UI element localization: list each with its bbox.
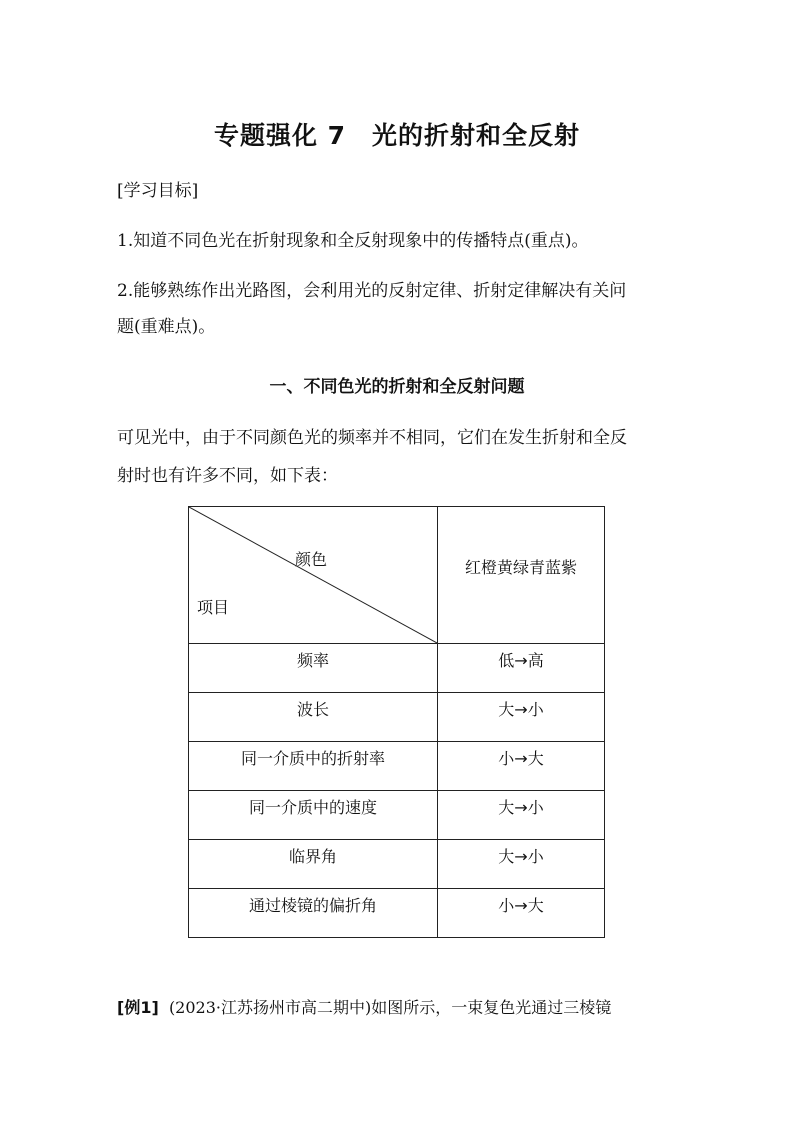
objective-1: 1.知道不同色光在折射现象和全反射现象中的传播特点(重点)。 [117, 231, 589, 251]
row-value: 大→小 [438, 791, 605, 840]
row-value: 低→高 [438, 644, 605, 693]
example-1 [117, 995, 611, 1018]
table-header-right-cell [438, 507, 605, 644]
row-label: 频率 [189, 644, 438, 693]
row-label: 通过棱镜的偏折角 [189, 889, 438, 938]
table-row [189, 742, 605, 791]
diagonal-line [189, 507, 437, 643]
row-label: 同一介质中的折射率 [189, 742, 438, 791]
page-title: 专题强化 7 光的折射和全反射 [213, 121, 581, 150]
row-label: 同一介质中的速度 [189, 791, 438, 840]
table-row [189, 693, 605, 742]
header-color-label: 颜色 [295, 550, 328, 569]
intro-line-1: 可见光中，由于不同颜色光的频率并不相同，它们在发生折射和全反 [117, 428, 627, 448]
objective-2-cont: 题(重难点)。 [117, 317, 216, 337]
section-heading: 一、不同色光的折射和全反射问题 [269, 377, 525, 397]
row-value: 小→大 [438, 742, 605, 791]
color-properties-table [188, 506, 605, 938]
objective-2: 2.能够熟练作出光路图，会利用光的反射定律、折射定律解决有关问 [117, 281, 627, 301]
header-item-label: 项目 [197, 598, 230, 617]
table-row [189, 791, 605, 840]
intro-line-2: 射时也有许多不同，如下表： [117, 466, 338, 486]
table-row [189, 840, 605, 889]
objectives-label: [学习目标] [117, 181, 199, 201]
row-value: 大→小 [438, 693, 605, 742]
table-row [189, 889, 605, 938]
row-value: 大→小 [438, 840, 605, 889]
example-text: (2023·江苏扬州市高二期中)如图所示，一束复色光通过三棱镜 [168, 998, 612, 1017]
header-colors: 红橙黄绿青蓝紫 [464, 558, 577, 577]
row-value: 小→大 [438, 889, 605, 938]
row-label: 波长 [189, 693, 438, 742]
row-label: 临界角 [189, 840, 438, 889]
table-row [189, 644, 605, 693]
example-tag: [例1] [117, 998, 159, 1017]
table-header-row [189, 507, 605, 644]
table-header-diagonal-cell [189, 507, 438, 644]
